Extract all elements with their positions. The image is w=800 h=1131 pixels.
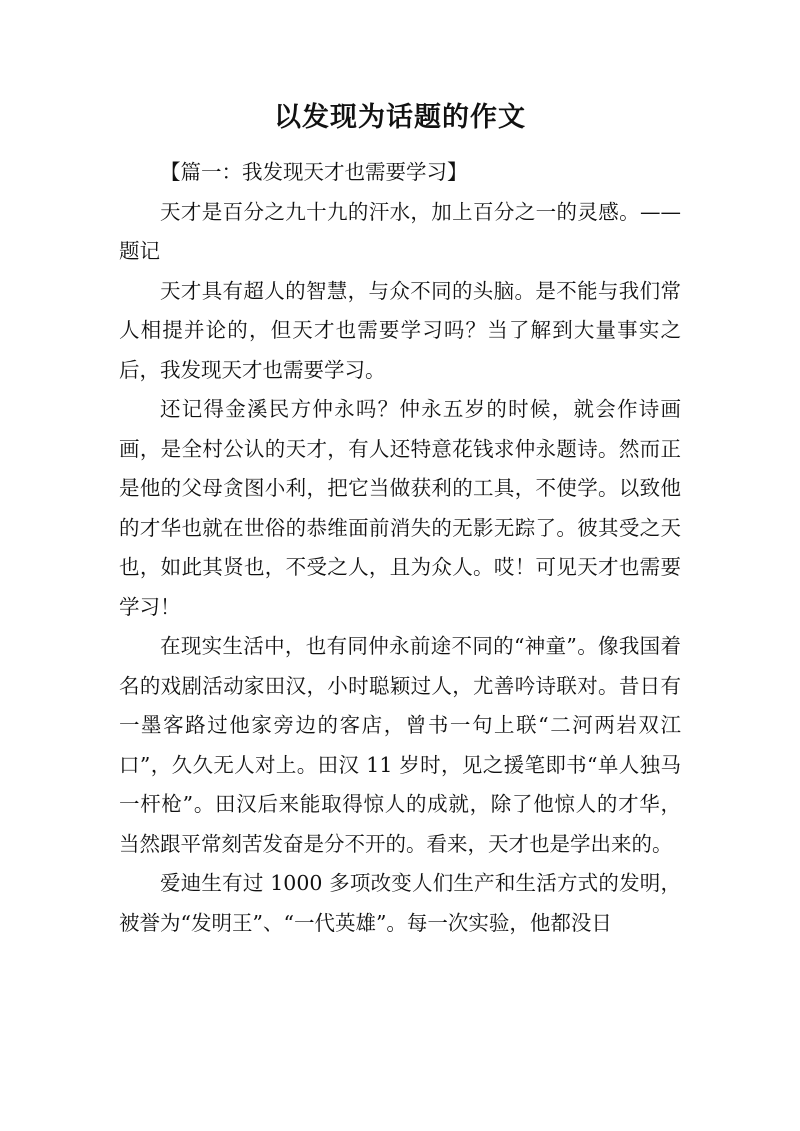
paragraph: 在现实生活中，也有同仲永前途不同的“神童”。像我国着名的戏剧活动家田汉，小时聪颖过人，尤善吟诗联对。昔日有一墨客路过他家旁边的客店，曾书一句上联“二河两岩双江口”，久久无人对上。田汉 11 岁时，见之援笔即书“单人独马一杆枪”。田汉后来能取得惊人的成就，除了他惊人的才华，当然跟平常刻苦发奋是分不开的。看来，天才也是学出来的。 [119, 634, 681, 856]
document-title: 以发现为话题的作文 [274, 102, 526, 133]
paragraph: 天才具有超人的智慧，与众不同的头脑。是不能与我们常人相提并论的，但天才也需要学习吗？当了解到大量事实之后，我发现天才也需要学习。 [119, 278, 681, 382]
paragraph: 爱迪生有过 1000 多项改变人们生产和生活方式的发明，被誉为“发明王”、“一代英雄”。每一次实验，他都没日 [119, 871, 681, 935]
paragraph: 还记得金溪民方仲永吗？仲永五岁的时候，就会作诗画画，是全村公认的天才，有人还特意花钱求仲永题诗。然而正是他的父母贪图小利，把它当做获利的工具，不使学。以致他的才华也就在世俗的恭维面前消失的无影无踪了。彼其受之天也，如此其贤也，不受之人，且为众人。哎！可见天才也需要学习！ [119, 397, 681, 619]
paragraph-epigraph: 天才是百分之九十九的汗水，加上百分之一的灵感。——题记 [119, 199, 681, 263]
section-heading: 【篇一：我发现天才也需要学习】 [160, 160, 468, 184]
document-body [119, 153, 681, 943]
